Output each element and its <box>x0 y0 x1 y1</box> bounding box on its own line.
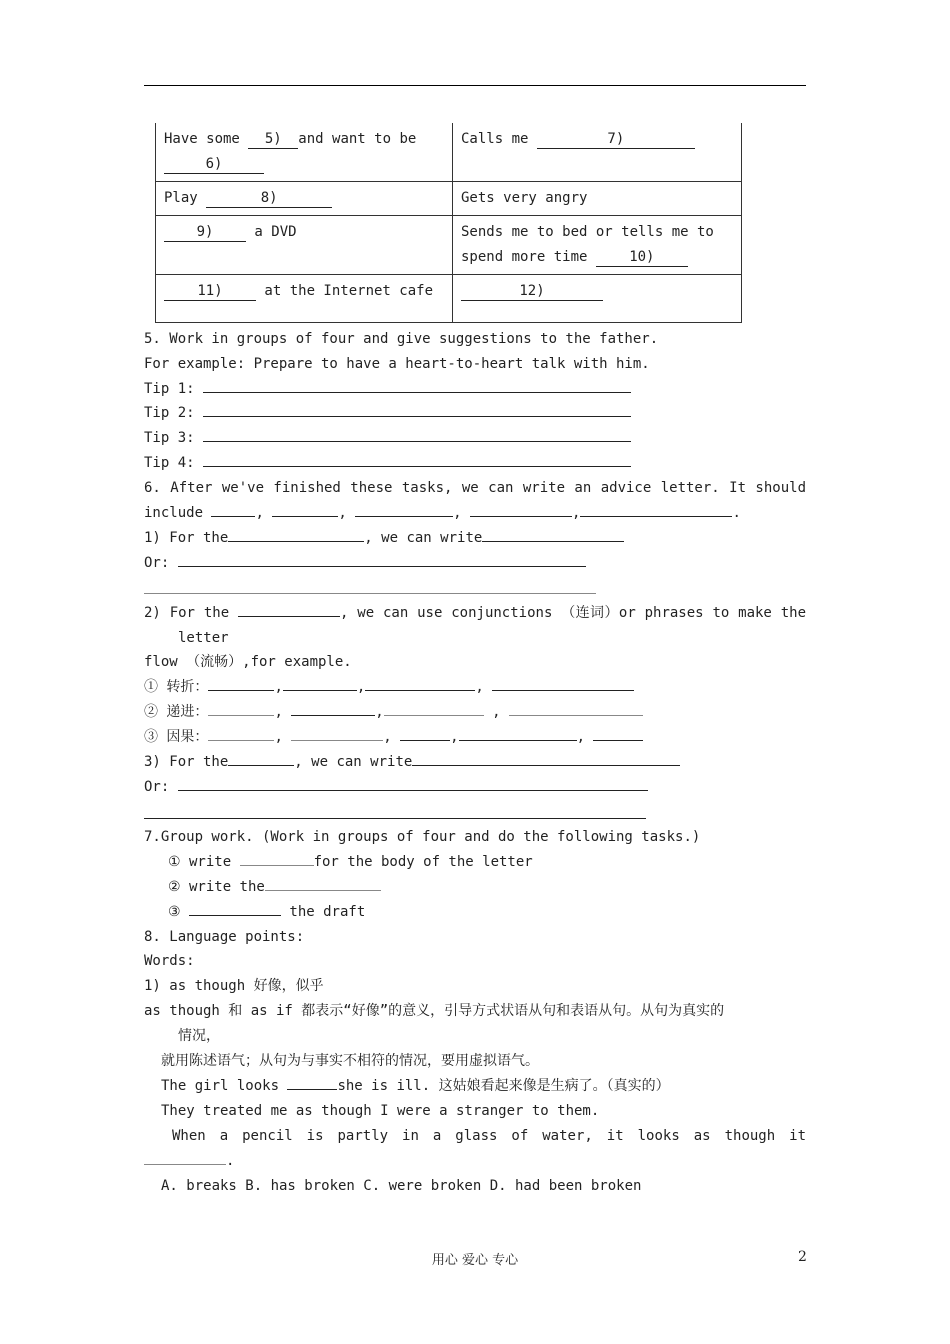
example-1-blank[interactable] <box>287 1075 337 1090</box>
or-continuation-rule <box>144 593 596 594</box>
or-blank-1[interactable] <box>178 552 586 567</box>
blank-7[interactable]: 7) <box>537 130 695 149</box>
conj-3-blank-2[interactable] <box>291 726 383 741</box>
conj-line-1: ① 转折： , , , <box>144 675 634 700</box>
tip-line: Tip 4: <box>144 451 631 476</box>
explanation-line: 情况， <box>178 1028 220 1044</box>
conj-1-blank-1[interactable] <box>208 676 274 691</box>
tip-line: Tip 1: <box>144 377 631 402</box>
tip-3-blank[interactable] <box>203 427 631 442</box>
behavior-table <box>155 123 742 323</box>
tip-1-blank[interactable] <box>203 378 631 393</box>
header-rule <box>144 85 806 86</box>
conj-2-blank-1[interactable] <box>208 701 274 716</box>
blank-11[interactable]: 11) <box>164 282 256 301</box>
task-1-blank[interactable] <box>240 851 314 866</box>
tip-2-blank[interactable] <box>203 402 631 417</box>
blank-10[interactable]: 10) <box>596 248 688 267</box>
section-5-title: 5. Work in groups of four and give suggestions to the father. <box>144 331 659 347</box>
or-blank-2[interactable] <box>178 776 648 791</box>
conj-line-2: ② 递进： , , , <box>144 700 643 725</box>
question-options: A. breaks B. has broken C. were broken D. had been broken <box>161 1178 642 1194</box>
table-row <box>156 182 742 216</box>
item-2-line: 2) For the , we can use conjunctions （连词）or phrases to make the <box>144 601 806 626</box>
section-7-title: 7.Group work. (Work in groups of four and do the following tasks.) <box>144 829 701 845</box>
section-8-title: 8. Language points: <box>144 929 305 945</box>
item-1-line: 1) For the , we can write <box>144 526 624 551</box>
include-blank-2[interactable] <box>272 502 338 517</box>
task-3-blank[interactable] <box>189 901 281 916</box>
task-2: ② write the <box>168 875 381 900</box>
item-1-write-blank[interactable] <box>482 527 624 542</box>
table-cell: Have some 5) and want to be 6) <box>156 123 453 182</box>
table-cell <box>453 275 742 323</box>
conj-3-blank-5[interactable] <box>593 726 643 741</box>
item-2-continuation: letter <box>178 630 229 646</box>
word-1: 1) as though 好像，似乎 <box>144 978 324 994</box>
item-2-blank[interactable] <box>238 602 340 617</box>
explanation-line: as though 和 as if 都表示“好像”的意义，引导方式状语从句和表语从句。从句为真实的 <box>144 1003 725 1019</box>
question-stem: When a pencil is partly in a glass of water, it looks as though it <box>172 1128 806 1144</box>
conj-2-blank-3[interactable] <box>384 701 484 716</box>
blank-8[interactable]: 8) <box>206 189 332 208</box>
blank-12[interactable]: 12) <box>461 282 603 301</box>
table-row <box>156 123 742 182</box>
example-1: The girl looks she is ill. 这姑娘看起来像是生病了。（真实的） <box>161 1074 670 1099</box>
include-blank-5[interactable] <box>580 502 732 517</box>
section-5-example: For example: Prepare to have a heart-to-heart talk with him. <box>144 356 650 372</box>
conj-3-blank-3[interactable] <box>400 726 450 741</box>
page-number: 2 <box>798 1249 807 1265</box>
or-line: Or: <box>144 551 586 576</box>
conj-1-blank-4[interactable] <box>492 676 634 691</box>
item-1-blank[interactable] <box>228 527 364 542</box>
item-3-blank[interactable] <box>228 751 294 766</box>
include-blank-3[interactable] <box>355 502 453 517</box>
blank-5[interactable]: 5) <box>248 130 298 149</box>
blank-9[interactable]: 9) <box>164 223 246 242</box>
example-2: They treated me as though I were a stranger to them. <box>161 1103 600 1119</box>
conj-1-blank-3[interactable] <box>365 676 475 691</box>
or-line: Or: <box>144 775 648 800</box>
page-footer: 用心 爱心 专心 <box>431 1253 519 1268</box>
conj-2-blank-2[interactable] <box>291 701 375 716</box>
task-1: ① write for the body of the letter <box>168 850 533 875</box>
blank-6[interactable]: 6) <box>164 155 264 174</box>
table-cell: Gets very angry <box>453 182 742 216</box>
conj-2-blank-4[interactable] <box>509 701 643 716</box>
table-cell: 11) at the Internet cafe <box>156 275 453 323</box>
item-3-write-blank[interactable] <box>412 751 680 766</box>
section-6-intro: 6. After we've finished these tasks, we can write an advice letter. It should <box>144 480 806 496</box>
conj-line-3: ③ 因果： , , , , <box>144 725 643 750</box>
table-cell: Calls me 7) <box>453 123 742 182</box>
include-blank-4[interactable] <box>470 502 572 517</box>
tip-line: Tip 3: <box>144 426 631 451</box>
conj-1-blank-2[interactable] <box>283 676 357 691</box>
include-blank-1[interactable] <box>211 502 255 517</box>
question-blank[interactable] <box>144 1150 226 1165</box>
task-2-blank[interactable] <box>265 876 381 891</box>
words-heading: Words: <box>144 953 195 969</box>
include-line: include , , , , . <box>144 501 741 526</box>
question-blank-line: . <box>144 1149 234 1174</box>
table-cell: Sends me to bed or tells me to spend more time 10) <box>453 216 742 275</box>
table-row <box>156 275 742 323</box>
task-3: ③ the draft <box>168 900 365 925</box>
tip-4-blank[interactable] <box>203 452 631 467</box>
explanation-line: 就用陈述语气；从句为与事实不相符的情况，要用虚拟语气。 <box>161 1053 539 1069</box>
tip-line: Tip 2: <box>144 401 631 426</box>
flow-line: flow （流畅）,for example. <box>144 654 352 670</box>
table-cell: Play 8) <box>156 182 453 216</box>
table-cell: 9) a DVD <box>156 216 453 275</box>
table-row <box>156 216 742 275</box>
or-continuation-rule <box>144 818 646 819</box>
item-3-line: 3) For the , we can write <box>144 750 680 775</box>
conj-3-blank-4[interactable] <box>459 726 577 741</box>
conj-3-blank-1[interactable] <box>208 726 274 741</box>
